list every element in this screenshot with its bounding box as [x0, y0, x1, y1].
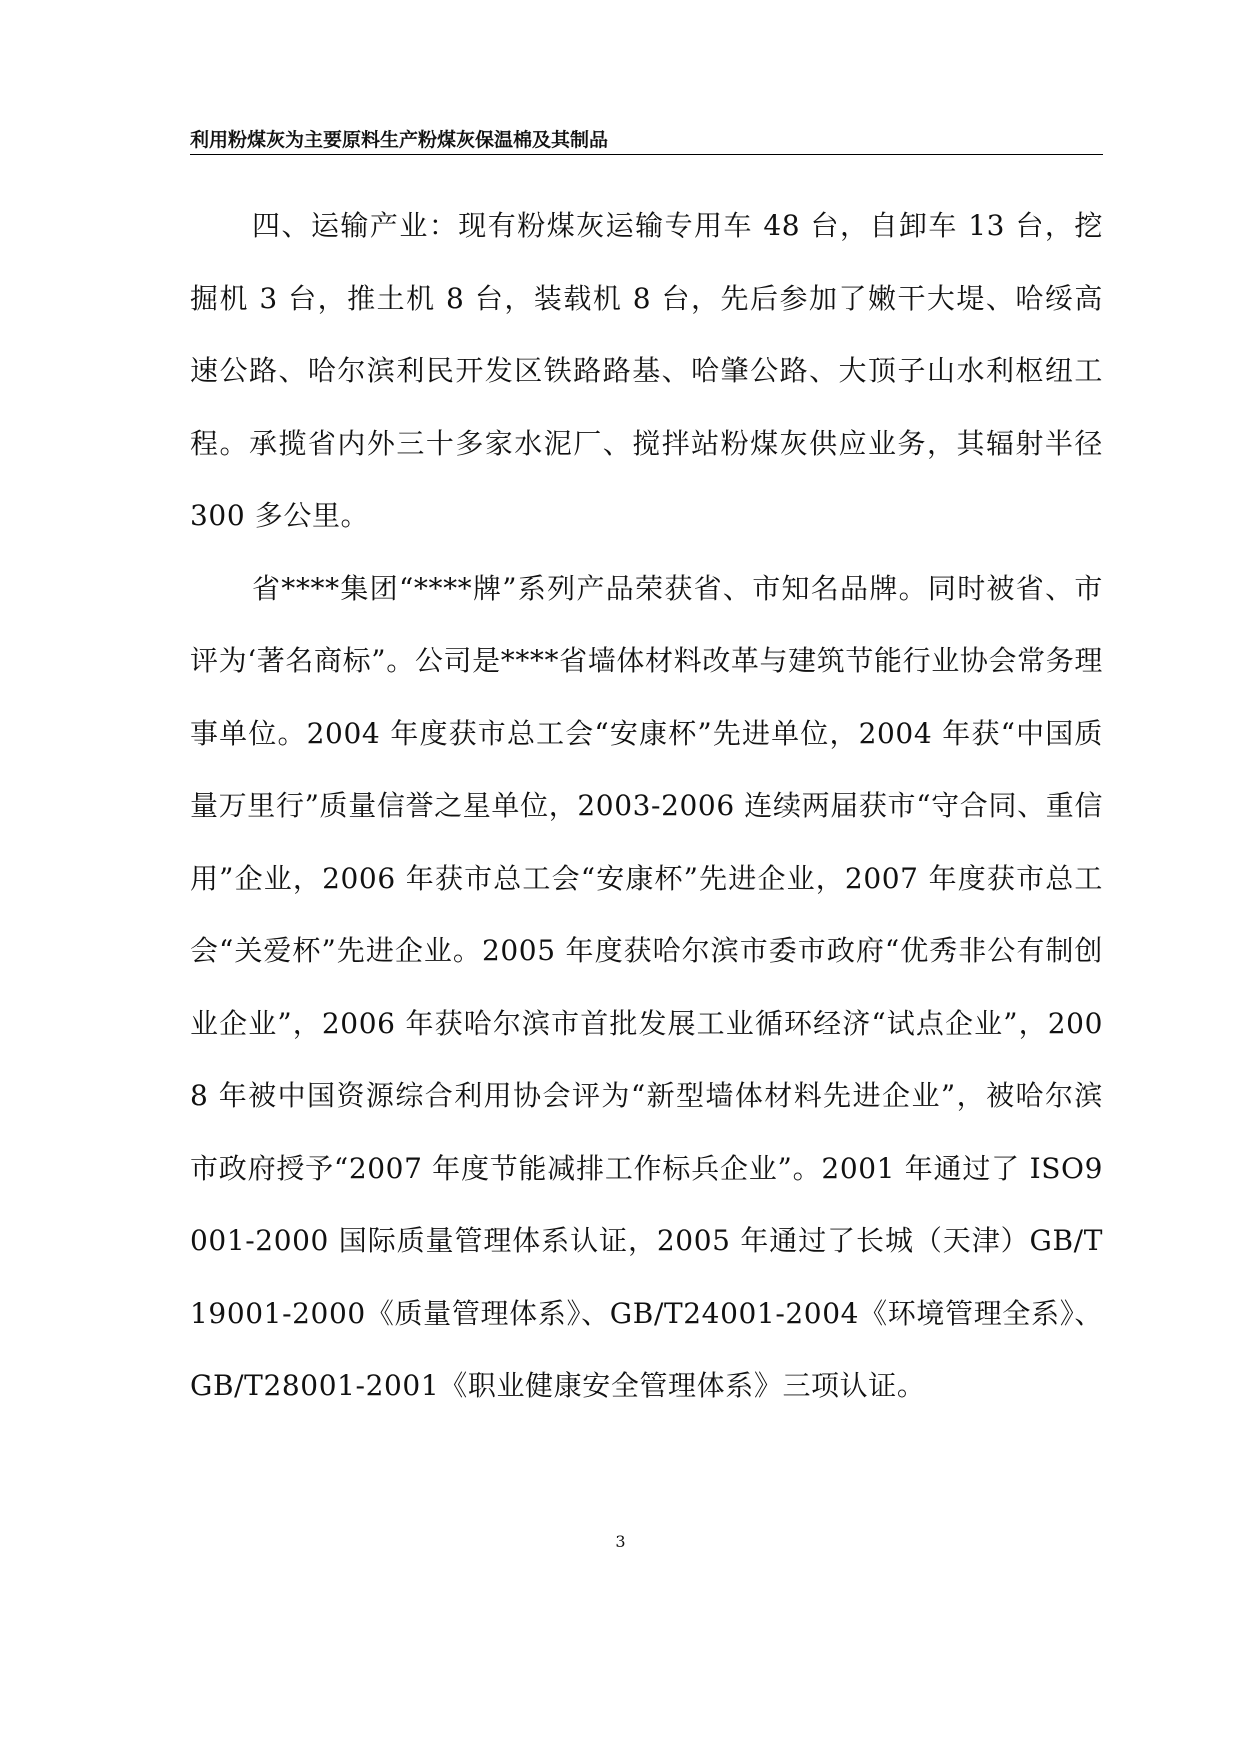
paragraph-honors-certifications: 省****集团“****牌”系列产品荣获省、市知名品牌。同时被省、市评为‘著名商标”。公司是****省墙体材料改革与建筑节能行业协会常务理事单位。2004 年度获市总工会“安康杯”先进单位，2004 年获“中国质量万里行”质量信誉之星单位，2003-2006 连续两届获市“守合同、重信用”企业，2006 年获市总工会“安康杯”先进企业，2007 年度获市总工会“关爱杯”先进企业。2005 年度获哈尔滨市委市政府“优秀非公有制创业企业”，2006 年获哈尔滨市首批发展工业循环经济“试点企业”，2008 年被中国资源综合利用协会评为“新型墙体材料先进企业”，被哈尔滨市政府授予“2007 年度节能减排工作标兵企业”。2001 年通过了 ISO9001-2000 国际质量管理体系认证，2005 年通过了长城（天津）GB/T19001-2000《质量管理体系》、GB/T24001-2004《环境管理全系》、GB/T28001-2001《职业健康安全管理体系》三项认证。 [190, 571, 1103, 1402]
body-text [190, 190, 1103, 1423]
paragraph-transport-industry: 四、运输产业：现有粉煤灰运输专用车 48 台，自卸车 13 台，挖掘机 3 台，推土机 8 台，装载机 8 台，先后参加了嫩干大堤、哈绥高速公路、哈尔滨利民开发区铁路路基、哈肇公路、大顶子山水利枢纽工程。承揽省内外三十多家水泥厂、搅拌站粉煤灰供应业务，其辐射半径 300 多公里。 [190, 209, 1103, 532]
page-number: 3 [615, 1532, 626, 1551]
running-header: 利用粉煤灰为主要原料生产粉煤灰保温棉及其制品 [190, 129, 609, 151]
header-rule [190, 154, 1103, 155]
